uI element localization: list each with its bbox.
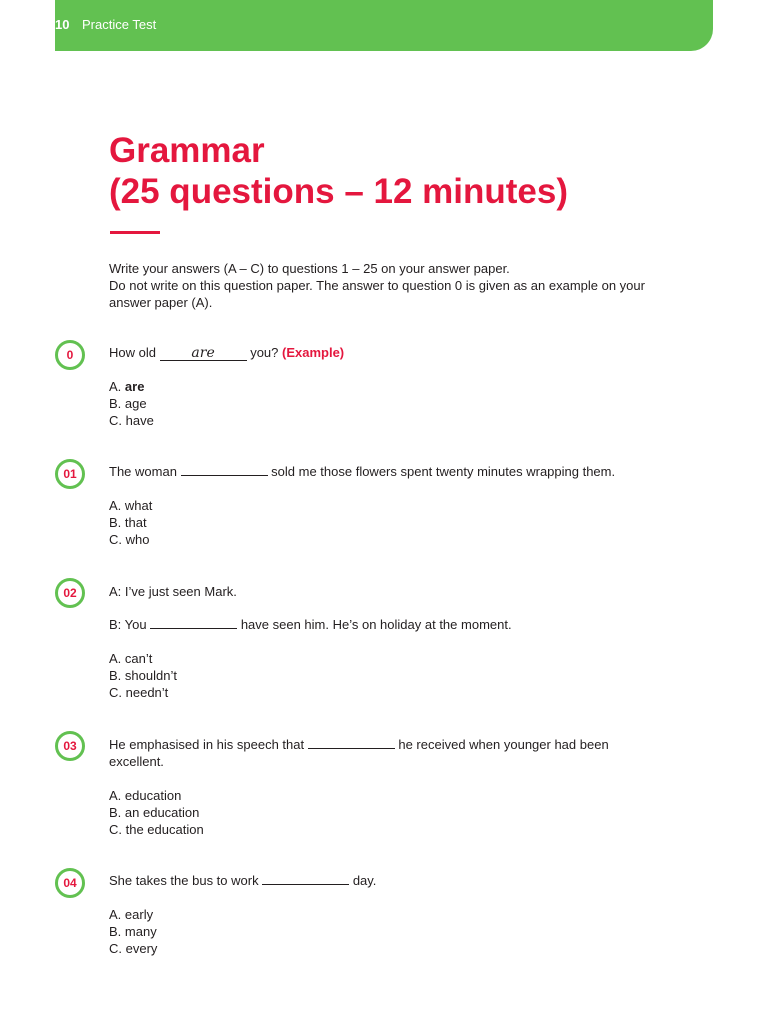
question-text-before: He emphasised in his speech that [109,737,308,752]
option-a [109,787,204,804]
question-number-badge: 0 [55,340,85,370]
header-title: Practice Test [82,17,157,32]
option-c [109,821,204,838]
option-c [109,940,157,957]
answer-blank [308,736,395,749]
option-letter: A. [109,788,122,803]
question-text [109,463,669,480]
option-text: age [124,396,147,411]
section-title-line2: (25 questions – 12 minutes) [109,172,569,211]
option-text: every [125,941,158,956]
option-c [109,531,152,548]
question-text-before: The woman [109,464,181,479]
option-text: have [125,413,154,428]
question-text [109,616,669,633]
option-text: shouldn’t [124,668,177,683]
question-text [109,872,669,889]
option-b [109,667,177,684]
answer-blank [262,872,349,885]
answer-options [109,497,152,548]
question-number-badge: 02 [55,578,85,608]
instructions-line1: Write your answers (A – C) to questions 1 – 25 on your answer paper. [109,261,510,276]
answer-options [109,787,204,838]
page-number: 10 [55,17,70,32]
option-letter: A. [109,907,122,922]
answer-options [109,650,177,701]
option-a [109,650,177,667]
option-letter: B. [109,396,122,411]
question-dialogue-a: A: I’ve just seen Mark. [109,584,237,599]
answer-options [109,906,157,957]
question-text-after: you? [246,345,282,360]
example-tag: (Example) [282,345,345,360]
option-text: early [124,907,154,922]
option-letter: A. [109,379,122,394]
title-divider [110,231,160,234]
option-b [109,804,204,821]
option-letter: C. [109,941,122,956]
option-text: an education [124,805,200,820]
option-letter: C. [109,532,122,547]
question-text-before: She takes the bus to work [109,873,263,888]
option-letter: C. [109,413,122,428]
question-text-after: he received when younger had been excellent. [109,737,609,769]
option-b [109,923,157,940]
answer-options [109,378,154,429]
question-text-before: How old [109,345,160,360]
option-a [109,378,154,395]
answer-blank [150,616,237,629]
option-b [109,395,154,412]
question-text-before: B: You [109,617,151,632]
question-number-badge: 03 [55,731,85,761]
instructions-line2: Do not write on this question paper. The answer to question 0 is given as an example on your answer paper (A). [109,278,645,310]
option-b [109,514,152,531]
question-number-badge: 01 [55,459,85,489]
option-text: the education [125,822,204,837]
option-text: what [124,498,153,513]
option-letter: C. [109,822,122,837]
option-text: many [124,924,157,939]
instructions [109,260,669,311]
option-letter: B. [109,924,122,939]
option-letter: B. [109,515,122,530]
question-text [109,344,669,361]
section-title [109,130,568,212]
option-letter: A. [109,498,122,513]
option-text: needn’t [125,685,169,700]
option-text: that [124,515,147,530]
option-a [109,497,152,514]
question-text-after: sold me those flowers spent twenty minutes wrapping them. [267,464,616,479]
answer-blank [181,463,268,476]
option-text: education [124,788,182,803]
option-text: who [125,532,150,547]
answer-blank: are [160,348,247,361]
option-letter: C. [109,685,122,700]
question-text-after: day. [349,873,377,888]
option-text: are [124,379,145,394]
option-a [109,906,157,923]
question-number-badge: 04 [55,868,85,898]
option-letter: B. [109,668,122,683]
option-c [109,412,154,429]
option-c [109,684,177,701]
question-text [109,736,639,770]
question-text-after: have seen him. He’s on holiday at the moment. [237,617,512,632]
option-letter: B. [109,805,122,820]
option-letter: A. [109,651,122,666]
option-text: can’t [124,651,153,666]
section-title-line1: Grammar [109,131,265,170]
